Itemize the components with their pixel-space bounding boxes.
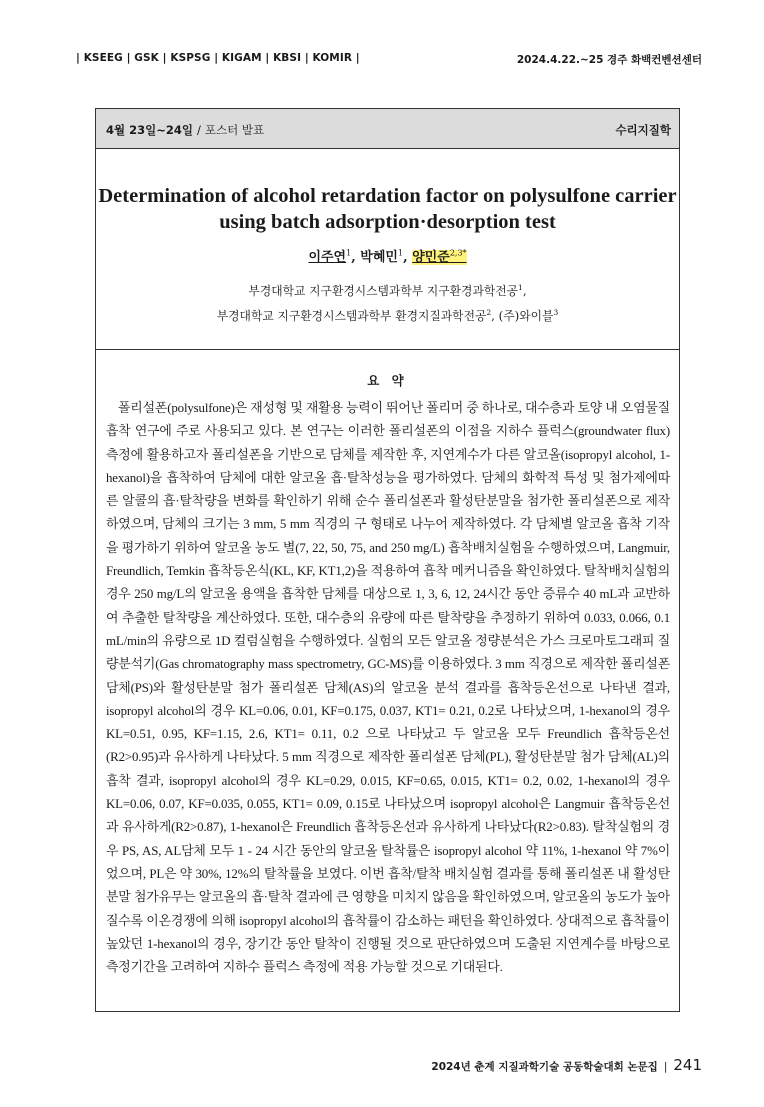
author-name: 이주연: [308, 250, 347, 265]
footer-separator: |: [663, 1061, 668, 1073]
author-separator: ,: [351, 250, 361, 265]
author-list: [96, 246, 679, 265]
session-date: 4월 23일~24일: [106, 123, 193, 137]
author-separator: ,: [403, 250, 413, 265]
session-category: 수리지질학: [615, 123, 671, 137]
title-line-2: using batch adsorption·desorption test: [219, 211, 556, 233]
page-footer: [431, 1056, 702, 1074]
affiliations: [96, 277, 679, 327]
header-event: 2024.4.22.~25 경주 화백컨벤션센터: [516, 54, 702, 66]
abstract-body: 폴리설폰(polysulfone)은 재성형 및 재활용 능력이 뛰어난 폴리머 중 하나로, 대수층과 토양 내 오염물질 흡착 연구에 주로 사용되고 있다. 본 연구는 이러한 폴리설폰의 이점을 지하수 플럭스(groundwater flux) 측정에 활용하고자 폴리설폰을 기반으로 담체를 제작한 후, 지연계수가 다른 알코올(isopropyl alcohol, 1-hexanol)을 흡착하여 담체에 대한 알코올 흡·탈착성능을 평가하였다. 담체의 화학적 특성 및 첨가제에따른 알콜의 흡·탈착량을 변화를 확인하기 위해 순수 폴리설폰과 활성탄분말을 첨가한 폴리설폰으로 제작하였으며, 담체의 크기는 3 mm, 5 mm 직경의 구 형태로 나누어 제작하였다. 각 담체별 알코올 흡착 기작을 평가하기 위하여 알코올 농도 별(7, 22, 50, 75, and 250 mg/L) 흡착배치실험을 수행하였으며, Langmuir, Freundlich, Temkin 흡착등온식(KL, KF, KT1,2)을 적용하여 흡착 메커니즘을 확인하였다. 탈착배치실험의 경우 250 mg/L의 알코올 용액을 흡착한 담체를 대상으로 1, 3, 6, 12, 24시간 동안 증류수 40 mL과 교반하여 추출한 탈착량을 계산하였다. 또한, 대수층의 유량에 따른 탈착량을 추정하기 위하여 0.033, 0.066, 0.1 mL/min의 유량으로 1D 컬럼실험을 수행하였다. 실험의 모든 알코올 정량분석은 가스 크로마토그래피 질량분석기(Gas chromatography mass spectrometry, GC-MS)를 이용하였다. 3 mm 직경으로 제작한 폴리설폰 담체(PS)와 활성탄분말 첨가 폴리설폰 담체(AS)의 알코올 분석 결과를 흡착등온선으로 나타낸 결과, isopropyl alcohol의 경우 KL=0.06, 0.01, KF=0.175, 0.037, KT1= 0.21, 0.2로 나타났으며, 1-hexanol의 경우 KL=0.51, 0.95, KF=1.15, 2.6, KT1= 0.11, 0.2 으로 나타났고 두 알코올 모두 Freundlich 흡착등온선(R2>0.95)과 유사하게 나타났다. 5 mm 직경으로 제작한 폴리설폰 담체(PL), 활성탄분말 첨가 담체(AL)의 흡착 결과, isopropyl alcohol의 경우 KL=0.29, 0.015, KF=0.65, 0.015, KT1= 0.2, 0.02, 1-hexanol의 경우 KL=0.06, 0.07, KF=0.035, 0.055, KT1= 0.09, 0.15로 나타났으며 isopropyl alcohol은 Langmuir 흡착등온선과 유사하게(R2>0.87), 1-hexanol은 Freundlich 흡착등온선과 유사하게 나타났다(R2>0.83). 탈착실험의 경우 PS, AS, AL담체 모두 1 - 24 시간 동안의 알코올 탈착률은 isopropyl alcohol 약 11%, 1-hexanol 약 7%이었으며, PL은 약 30%, 12%의 탈착률을 보였다. 이번 흡착/탈착 배치실험 결과를 통해 폴리설폰 내 활성탄분말 첨가유무는 알코올의 흡·탈착 결과에 큰 영향을 미치지 않음을 확인하였으며, 알코올의 농도가 높아질수록 이온경쟁에 의해 isopropyl alcohol의 흡착률이 감소하는 패턴을 확인하였다. 상대적으로 흡착률이 높았던 1-hexanol의 경우, 장기간 동안 탈착이 진행될 것으로 판단하였으며 도출된 지연계수를 바탕으로 측정기간을 고려하여 지하수 플럭스 측정에 적용 가능할 것으로 기대된다.: [106, 401, 670, 975]
paper-title: [96, 183, 679, 235]
proceedings-title: 2024년 춘계 지질과학기술 공동학술대회 논문집: [431, 1061, 658, 1073]
affiliation-line-1: 부경대학교 지구환경시스템과학부 지구환경과학전공$^1$,: [248, 283, 527, 298]
session-type: 포스터 발표: [204, 123, 265, 137]
page-number: 241: [673, 1056, 702, 1074]
session-info: [106, 122, 264, 138]
corresponding-author-name: 양민준$^{2,3*}$: [412, 248, 467, 265]
author-affiliation-mark: 1: [397, 248, 404, 258]
header-societies: | KSEEG | GSK | KSPSG | KIGAM | KBSI | KOMIR |: [76, 52, 360, 64]
affiliation-line-2: 부경대학교 지구환경시스템과학부 환경지질과학전공$^2$, (주)와이블$^3$: [216, 307, 559, 323]
session-bar: [96, 109, 679, 149]
title-line-1: Determination of alcohol retardation factor on polysulfone carrier: [98, 185, 677, 207]
abstract-box: [95, 108, 680, 1012]
section-divider: [96, 349, 679, 350]
session-separator: /: [196, 123, 201, 137]
author-name: 박혜민: [360, 250, 398, 265]
abstract-heading: 요 약: [367, 373, 408, 388]
author-affiliation-mark: 1: [346, 248, 352, 258]
